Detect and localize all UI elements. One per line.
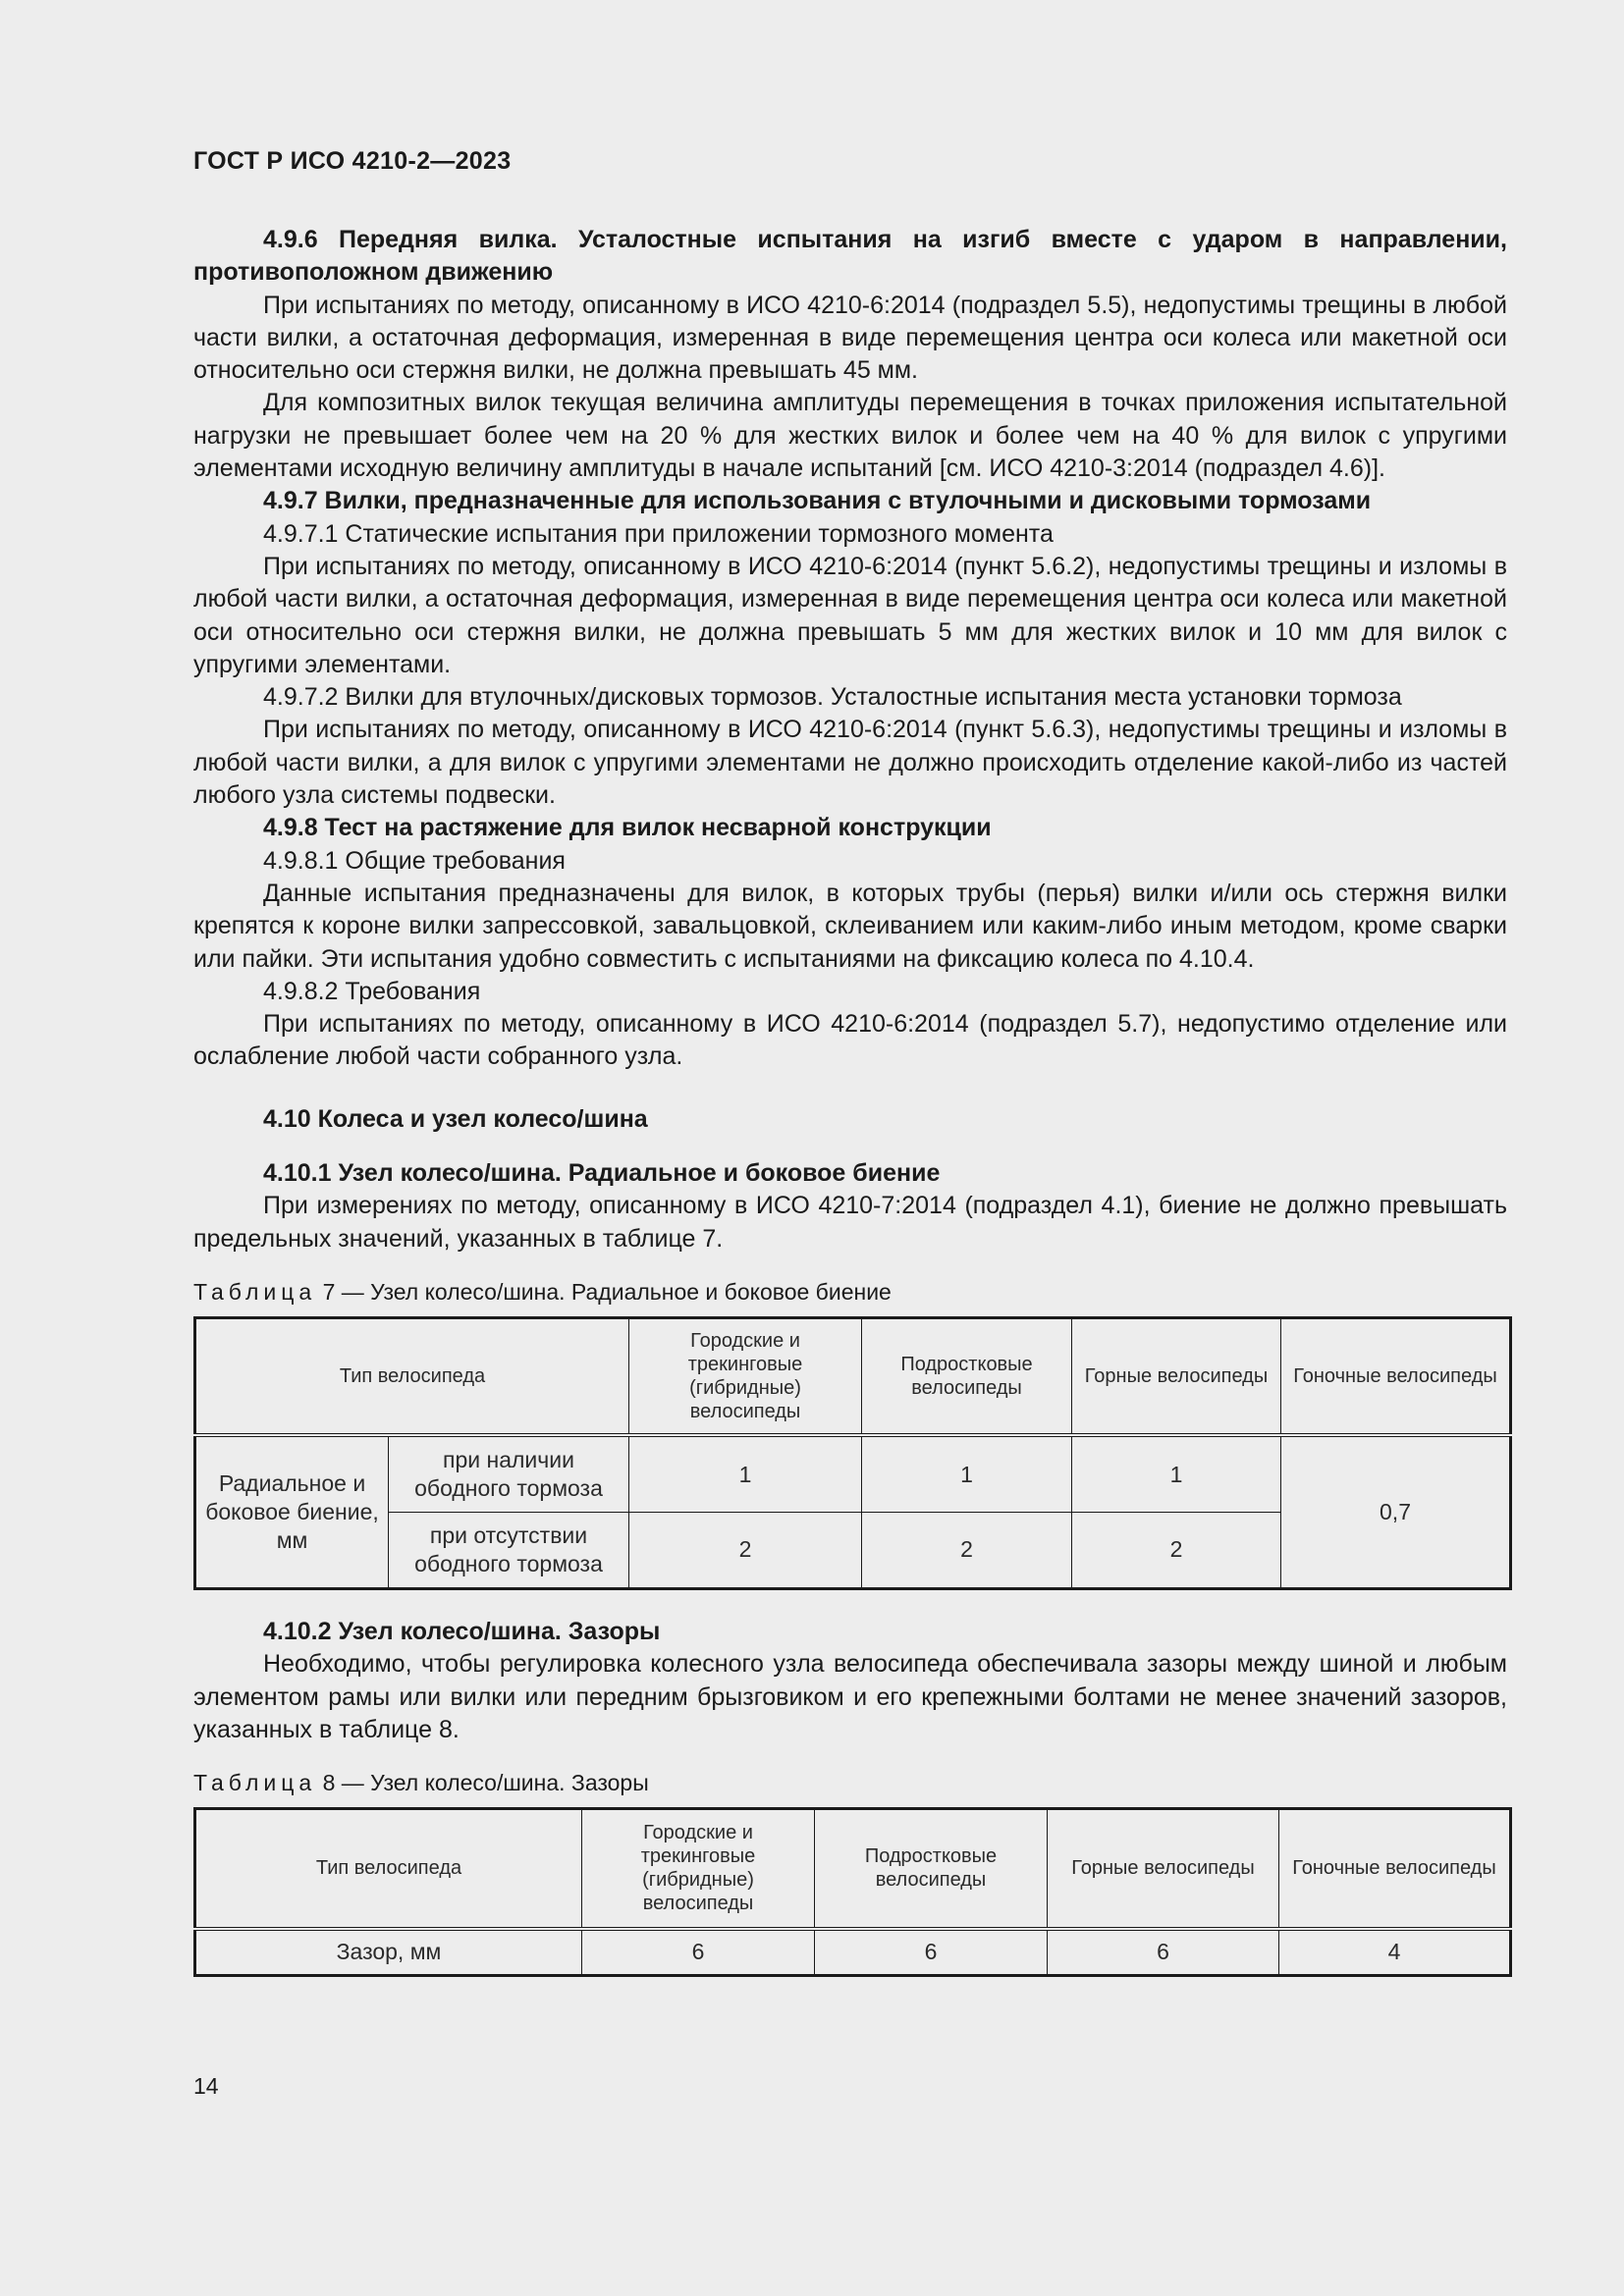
table-cell: 2	[862, 1512, 1072, 1588]
table-header-cell: Подростковые велосипеды	[815, 1809, 1048, 1929]
table-row-sublabel: при наличии ободного тормоза	[389, 1435, 629, 1512]
table-7	[193, 1316, 1512, 1590]
subsection-heading: 4.9.8.2 Требования	[263, 977, 481, 1005]
section-heading-4-9-8: 4.9.8 Тест на растяжение для вилок несварной конструкции	[263, 814, 992, 842]
table-header-cell: Городские и трекинговые (гибридные) велосипеды	[629, 1317, 862, 1435]
table-cell: 4	[1279, 1929, 1511, 1976]
table-7-caption	[193, 1277, 1507, 1307]
page-number: 14	[193, 2073, 219, 2099]
paragraph: Данные испытания предназначены для вилок, в которых трубы (перья) вилки и/или ось стержня вилки крепятся к короне вилки запрессовкой, завальцовкой, склеиванием или каким-либо иным методом, кроме сварки или пайки. Эти испытания удобно совместить с испытаниями на фиксацию колеса по 4.10.4.	[193, 879, 1507, 973]
table-cell: 2	[1072, 1512, 1281, 1588]
page-content	[193, 224, 1507, 1977]
paragraph: При испытаниях по методу, описанному в ИСО 4210-6:2014 (подраздел 5.7), недопустимо отделение или ослабление любой части собранного узла.	[193, 1010, 1507, 1071]
paragraph: При испытаниях по методу, описанному в ИСО 4210-6:2014 (подраздел 5.5), недопустимы трещины в любой части вилки, а остаточная деформация, измеренная в виде перемещения центра оси колеса или макетной оси относительно оси стержня вилки, не должна превышать 45 мм.	[193, 291, 1507, 385]
table-cell: 6	[815, 1929, 1048, 1976]
table-header-cell: Горные велосипеды	[1072, 1317, 1281, 1435]
paragraph: При испытаниях по методу, описанному в ИСО 4210-6:2014 (пункт 5.6.3), недопустимы трещины и изломы в любой части вилки, а для вилок с упругими элементами не должно происходить отделение какой-либо из частей любого узла системы подвески.	[193, 716, 1507, 810]
section-heading-4-9-6: 4.9.6 Передняя вилка. Усталостные испытания на изгиб вместе с ударом в направлении, противоположном движению	[193, 226, 1507, 287]
paragraph: При измерениях по методу, описанному в ИСО 4210-7:2014 (подраздел 4.1), биение не должно превышать предельных значений, указанных в таблице 7.	[193, 1192, 1507, 1253]
table-header-cell: Горные велосипеды	[1048, 1809, 1279, 1929]
table-header-cell: Гоночные велосипеды	[1279, 1809, 1511, 1929]
table-header-cell: Подростковые велосипеды	[862, 1317, 1072, 1435]
table-row-label: Зазор, мм	[195, 1929, 582, 1976]
table-cell: 6	[1048, 1929, 1279, 1976]
section-heading-4-10-1: 4.10.1 Узел колесо/шина. Радиальное и боковое биение	[263, 1159, 941, 1188]
section-heading-4-9-7: 4.9.7 Вилки, предназначенные для использования с втулочными и дисковыми тормозами	[263, 487, 1372, 515]
subsection-heading: 4.9.7.1 Статические испытания при приложении тормозного момента	[263, 519, 1054, 548]
table-cell: 1	[1072, 1435, 1281, 1512]
paragraph: Для композитных вилок текущая величина амплитуды перемещения в точках приложения испытательной нагрузки не превышает более чем на 20 % для жестких вилок и более чем на 40 % для вилок с упругими элементами исходную величину амплитуды в начале испытаний [см. ИСО 4210-3:2014 (подраздел 4.6)].	[193, 389, 1507, 483]
table-cell: 0,7	[1281, 1435, 1511, 1588]
table-8	[193, 1807, 1512, 1977]
paragraph: При испытаниях по методу, описанному в ИСО 4210-6:2014 (пункт 5.6.2), недопустимы трещины и изломы в любой части вилки, а остаточная деформация, измеренная в виде перемещения центра оси колеса или макетной оси относительно оси стержня вилки, не должна превышать 5 мм для жестких вилок и 10 мм для вилок с упругими элементами.	[193, 552, 1507, 678]
table-cell: 1	[862, 1435, 1072, 1512]
table-header-cell: Тип велосипеда	[195, 1317, 629, 1435]
table-header-cell: Гоночные велосипеды	[1281, 1317, 1511, 1435]
subsection-heading: 4.9.7.2 Вилки для втулочных/дисковых тормозов. Усталостные испытания места установки тормоза	[263, 683, 1402, 712]
table-cell: 2	[629, 1512, 862, 1588]
table-caption-word: Таблица	[193, 1770, 317, 1796]
paragraph: Необходимо, чтобы регулировка колесного узла велосипеда обеспечивала зазоры между шиной и любым элементом рамы или вилки или передним брызговиком и его крепежными болтами не менее значений зазоров, указанных в таблице 8.	[193, 1650, 1507, 1743]
table-caption-word: Таблица	[193, 1278, 317, 1305]
table-cell: 1	[629, 1435, 862, 1512]
table-row-sublabel: при отсутствии ободного тормоза	[389, 1512, 629, 1588]
table-row-label: Радиальное и боковое биение, мм	[195, 1435, 389, 1588]
table-header-cell: Тип велосипеда	[195, 1809, 582, 1929]
document-header: ГОСТ Р ИСО 4210-2—2023	[193, 147, 512, 175]
table-caption-text: 8 — Узел колесо/шина. Зазоры	[322, 1770, 649, 1796]
section-heading-4-10-2: 4.10.2 Узел колесо/шина. Зазоры	[263, 1617, 661, 1645]
table-8-caption	[193, 1768, 1507, 1797]
table-caption-text: 7 — Узел колесо/шина. Радиальное и боковое биение	[322, 1278, 892, 1305]
table-header-cell: Городские и трекинговые (гибридные) велосипеды	[582, 1809, 815, 1929]
section-heading-4-10: 4.10 Колеса и узел колесо/шина	[263, 1104, 648, 1133]
subsection-heading: 4.9.8.1 Общие требования	[263, 846, 566, 875]
table-cell: 6	[582, 1929, 815, 1976]
